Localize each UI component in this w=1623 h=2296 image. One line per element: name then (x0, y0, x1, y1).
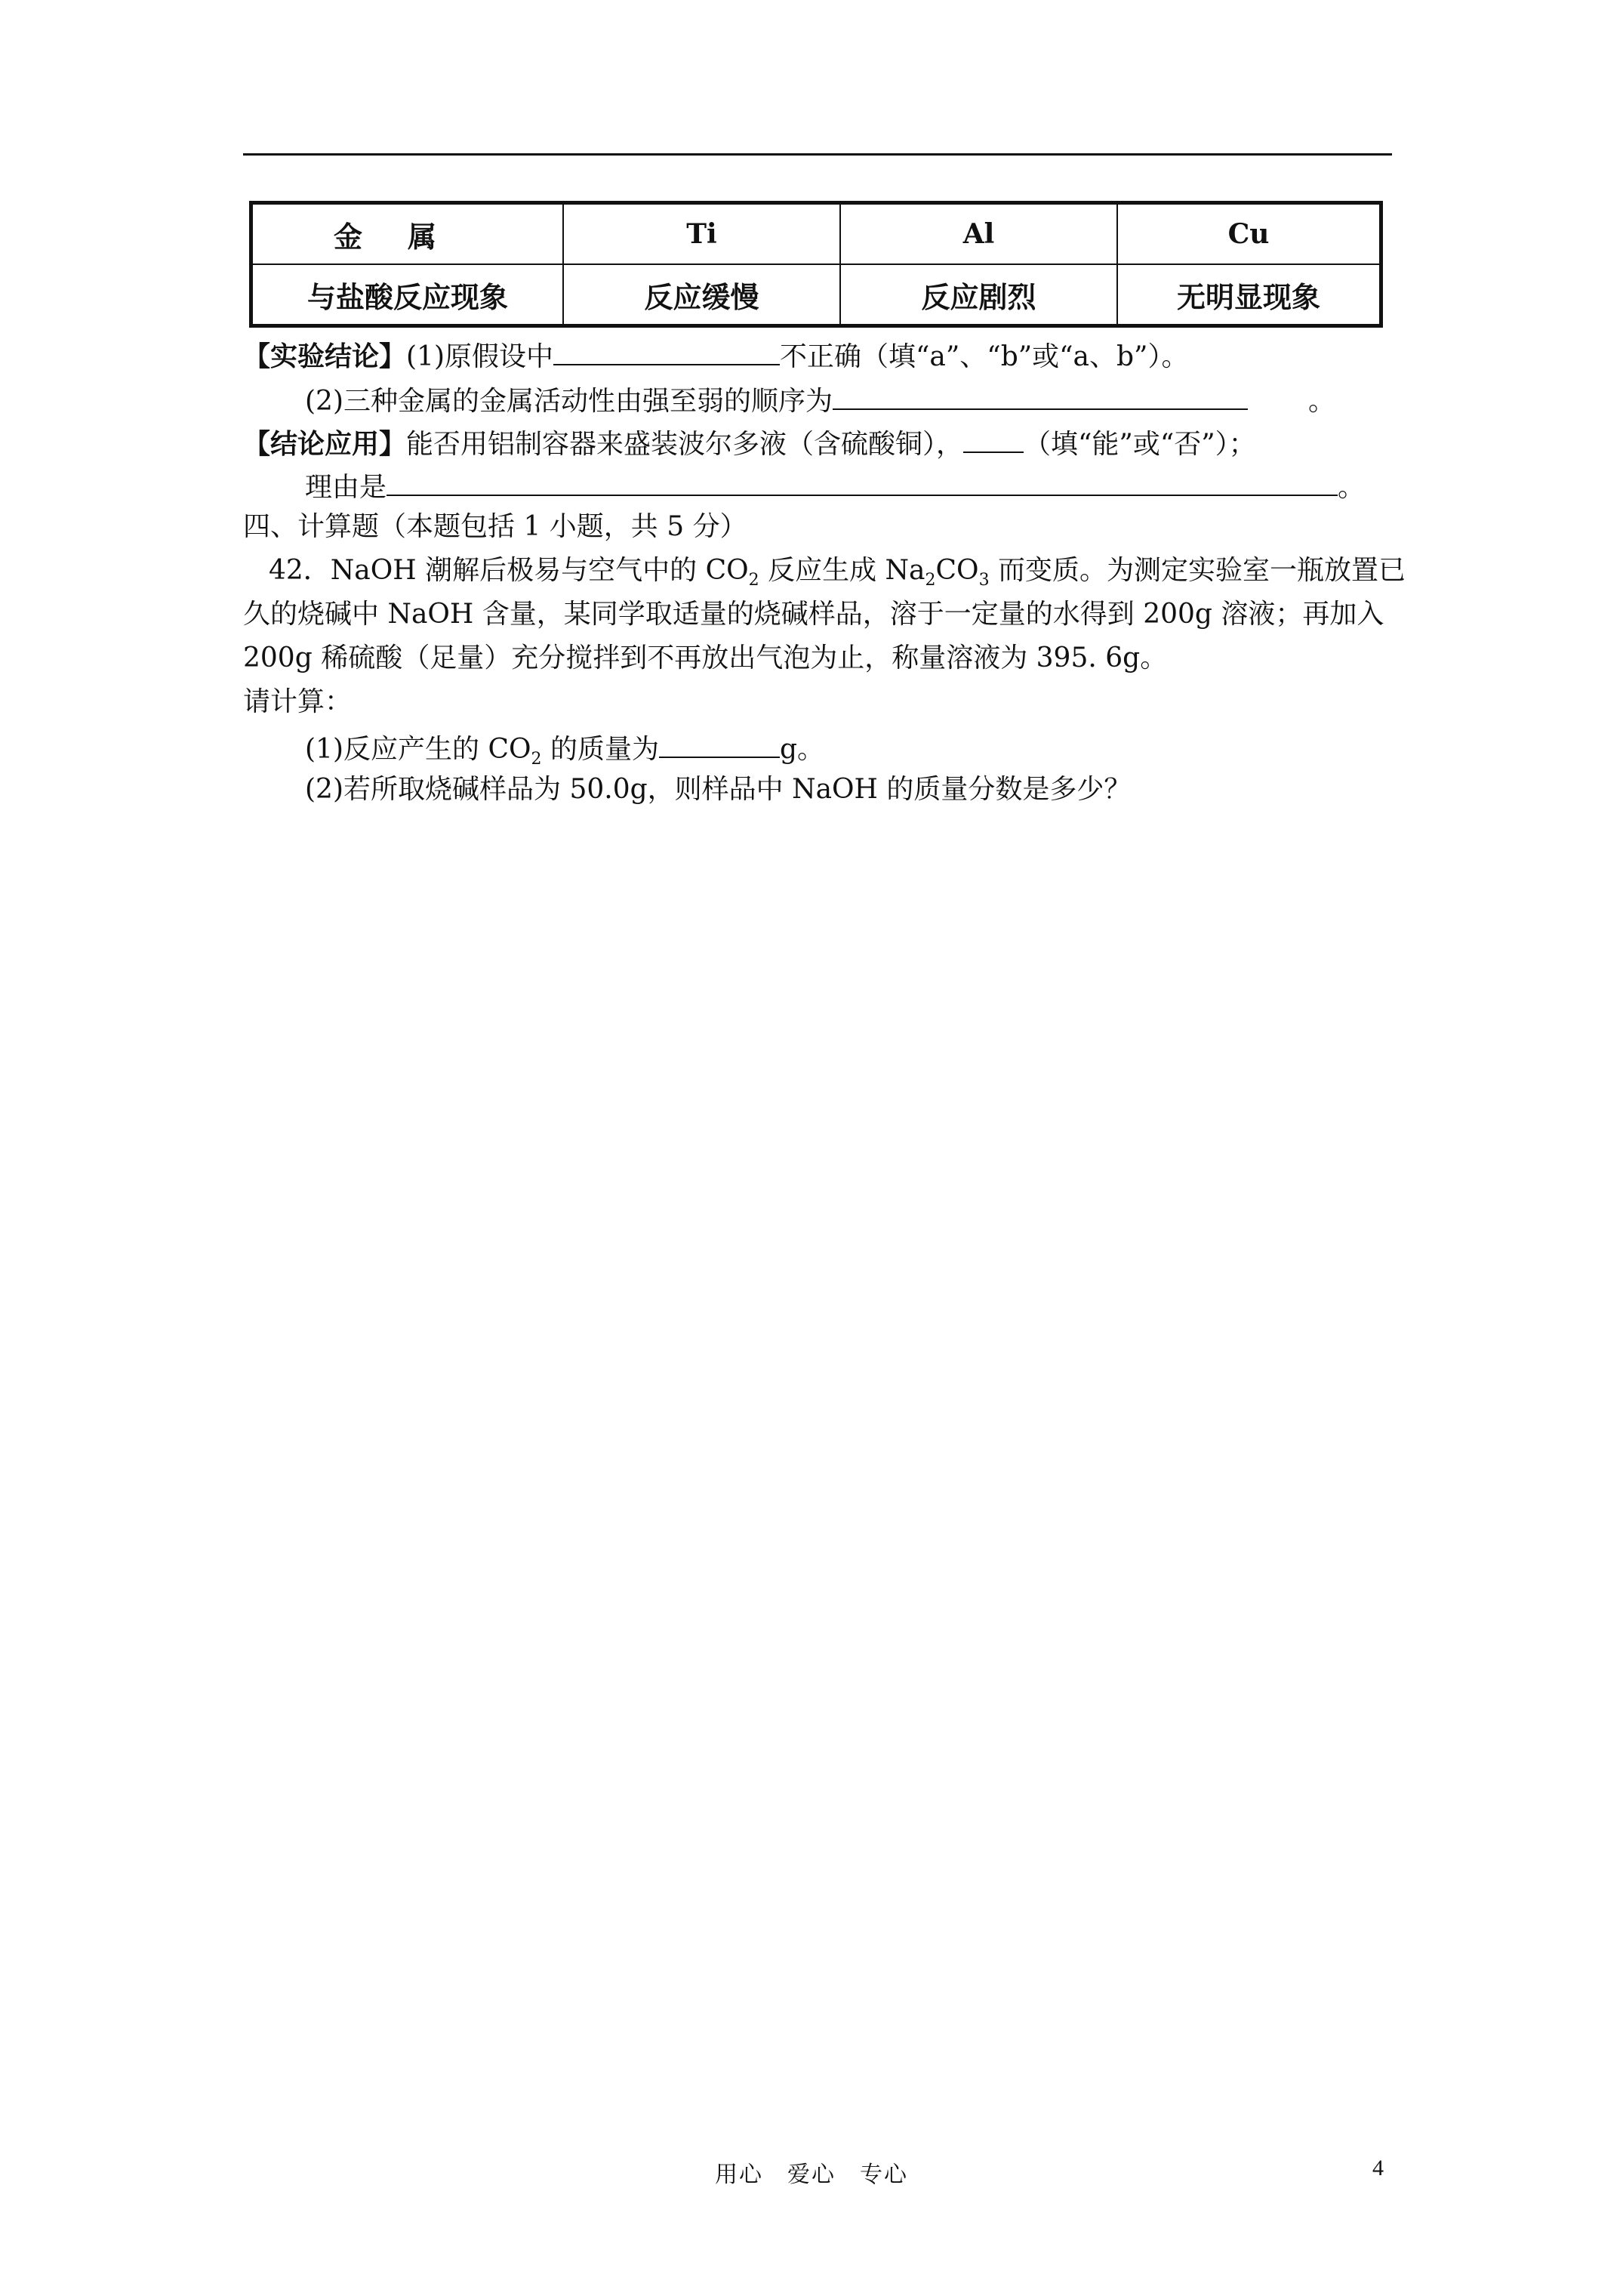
q42-part-2: (2)若所取烧碱样品为 50.0g，则样品中 NaOH 的质量分数是多少？ (305, 774, 1132, 805)
conclusion-label: 【实验结论】 (243, 341, 407, 372)
table-cell: Ti (563, 203, 840, 265)
answer-blank[interactable] (833, 381, 1248, 410)
q42-line-3: 200g 稀硫酸（足量）充分搅拌到不再放出气泡为止，称量溶液为 395. 6g。 (243, 643, 1168, 673)
q42-line-1: 42．NaOH 潮解后极易与空气中的 $CO_2$ 反应生成 $Na_2CO_3$ 而变质。为测定实验室一瓶放置已 (269, 555, 1406, 590)
header-rule (243, 153, 1392, 156)
conclusion-line-1: 【实验结论】(1)原假设中 不正确（填“a”、“b”或“a、b”）。 (243, 337, 1188, 374)
q42-line-4: 请计算： (243, 686, 353, 717)
table-row (251, 264, 1381, 326)
answer-blank[interactable] (553, 337, 780, 365)
page-number: 4 (1372, 2156, 1384, 2180)
conclusion-line-2: (2)三种金属的金属活动性由强至弱的顺序为 。 (305, 381, 1335, 418)
application-label: 【结论应用】 (243, 428, 407, 460)
table-header-row (251, 203, 1381, 265)
table-cell: 与盐酸反应现象 (251, 264, 564, 326)
answer-blank[interactable] (659, 729, 780, 758)
table-cell: 反应缓慢 (563, 264, 840, 326)
footer-motto: 用心 爱心 专心 (715, 2162, 908, 2188)
table-cell: Al (840, 203, 1117, 265)
table-cell: 反应剧烈 (840, 264, 1117, 326)
section-4-title: 四、计算题（本题包括 1 小题，共 5 分） (243, 511, 747, 542)
answer-blank[interactable] (387, 467, 1338, 496)
metal-reaction-table (249, 201, 1383, 328)
answer-blank[interactable] (963, 424, 1024, 453)
table-cell: Cu (1117, 203, 1381, 265)
application-line-2: 理由是 。 (305, 467, 1365, 504)
application-line-1: 【结论应用】能否用铝制容器来盛装波尔多液（含硫酸铜）， （填“能”或“否”）； (243, 424, 1256, 461)
table-cell: 无明显现象 (1117, 264, 1381, 326)
table-cell: 金属 (251, 203, 564, 265)
q42-line-2: 久的烧碱中 NaOH 含量，某同学取适量的烧碱样品，溶于一定量的水得到 200g 溶液；再加入 (243, 599, 1384, 630)
q42-part-1: (1)反应产生的 $CO_2$ 的质量为 g。 (305, 729, 824, 766)
